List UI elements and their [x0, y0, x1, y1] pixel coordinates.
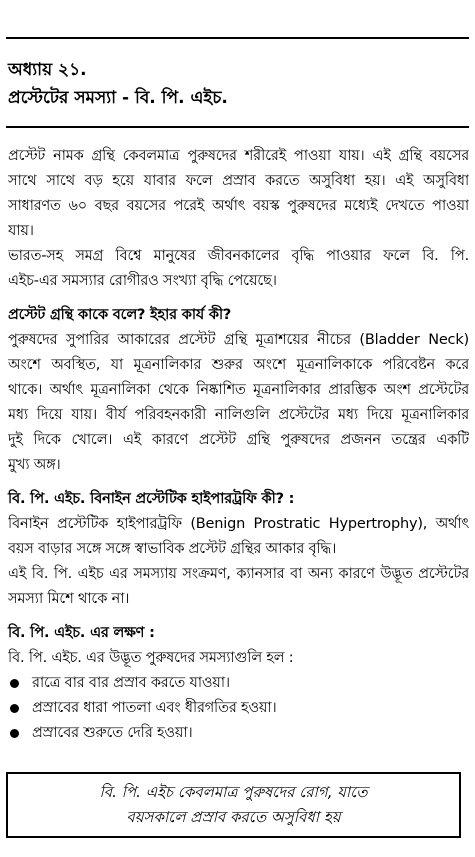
bullet-icon — [10, 679, 19, 688]
text-line: দুই দিকে খোলে। এই কারণে প্রস্টেট গ্রন্থি পুরুষদের প্রজনন তন্ত্রের একটি — [8, 432, 469, 448]
section-heading-bph-definition: বি. পি. এইচ. বিনাইন প্রস্টেটিক হাইপারট্রফি কী? : — [8, 491, 295, 507]
callout-box — [6, 772, 461, 838]
bullet-icon — [10, 729, 19, 738]
list-item — [8, 671, 469, 696]
list-item-text: প্রস্রাবের ধারা পাতলা এবং ধীরগতির হওয়া। — [32, 700, 277, 716]
intro-paragraph-2 — [8, 244, 469, 294]
section2-paragraph-1 — [8, 512, 469, 562]
section-heading-what-is-prostate: প্রস্টেট গ্রন্থি কাকে বলে? ইহার কার্য কী? — [8, 307, 232, 323]
symptom-list — [8, 671, 469, 746]
chapter-header — [8, 58, 228, 114]
chapter-title: প্রস্টেটের সমস্যা - বি. পি. এইচ. — [8, 88, 228, 108]
list-item-text: রাত্রে বার বার প্রস্রাব করতে যাওয়া। — [32, 675, 230, 691]
text-line: যায়। — [8, 223, 34, 239]
text-line: সাথে সাথে বড় হয়ে যাবার ফলে প্রস্রাব করতে অসুবিধা হয়। এই অসুবিধা — [8, 173, 469, 189]
chapter-number: অধ্যায় ২১. — [8, 60, 87, 80]
text-line: পুরুষদের সুপারির আকারের প্রস্টেট গ্রন্থি মূত্রাশয়ের নীচের (Bladder Neck) — [8, 332, 469, 348]
list-item — [8, 696, 469, 721]
intro-paragraph-1 — [8, 144, 469, 244]
list-item-text: প্রস্রাবের শুরুতে দেরি হওয়া। — [32, 725, 193, 741]
symptoms-intro: বি. পি. এইচ. এর উদ্ভূত পুরুষদের সমস্যাগুলি হল : — [8, 650, 294, 666]
text-line: সমস্যা মিশে থাকে না। — [8, 591, 130, 607]
text-line: বিনাইন প্রস্টেটিক হাইপারট্রফি (Benign Prostratic Hypertrophy), অর্থাৎ — [8, 516, 469, 532]
section-heading-bph-symptoms: বি. পি. এইচ. এর লক্ষণ : — [8, 625, 155, 641]
header-divider — [6, 126, 469, 128]
text-line: ভারত-সহ সমগ্র বিশ্বে মানুষের জীবনকালের বৃদ্ধি পাওয়ার ফলে বি. পি. — [8, 248, 469, 264]
top-rule — [6, 37, 469, 39]
bullet-icon — [10, 704, 19, 713]
text-line: এইচ-এর সমস্যার রোগীরও সংখ্যা বৃদ্ধি পেয়েছে। — [8, 273, 277, 289]
section2-paragraph-2 — [8, 562, 469, 612]
text-line: সাধারণত ৬০ বছর বয়সের পরেই অর্থাৎ বয়স্ক পুরুষদের মধ্যেই দেখতে পাওয়া — [8, 198, 469, 214]
section1-paragraph — [8, 328, 469, 478]
text-line: প্রস্টেট নামক গ্রন্থি কেবলমাত্র পুরুষদের শরীরেই পাওয়া যায়। এই গ্রন্থি বয়সের — [8, 148, 469, 164]
callout-line-2: বয়সকালে প্রস্রাব করতে অসুবিধা হয় — [126, 808, 341, 826]
text-line: বয়স বাড়ার সঙ্গে সঙ্গে স্বাভাবিক প্রস্টেট গ্রন্থির আকার বৃদ্ধি। — [8, 541, 337, 557]
page-body — [8, 144, 469, 746]
text-line: মুখ্য অঙ্গ। — [8, 457, 61, 473]
list-item — [8, 721, 469, 746]
text-line: থাকে। অর্থাৎ মূত্রনালিকা থেকে নিষ্কাশিত মূত্রনালিকার প্রারম্ভিক অংশ প্রস্টেটের — [8, 382, 469, 398]
text-line: এই বি. পি. এইচ এর সমস্যায় সংক্রমণ, ক্যানসার বা অন্য কারণে উদ্ভূত প্রস্টেটের — [8, 566, 469, 582]
text-line: মধ্য দিয়ে যায়। বীর্য পরিবহনকারী নালিগুলি প্রস্টেটের মধ্য দিয়ে মূত্রনালিকার — [8, 407, 469, 423]
text-line: অংশে অবস্থিত, যা মূত্রনালিকার শুরুর অংশে মূত্রনালিকাকে পরিবেষ্টন করে — [8, 357, 469, 373]
callout-line-1: বি. পি. এইচ কেবলমাত্র পুরুষদের রোগ, যাতে — [99, 783, 368, 801]
